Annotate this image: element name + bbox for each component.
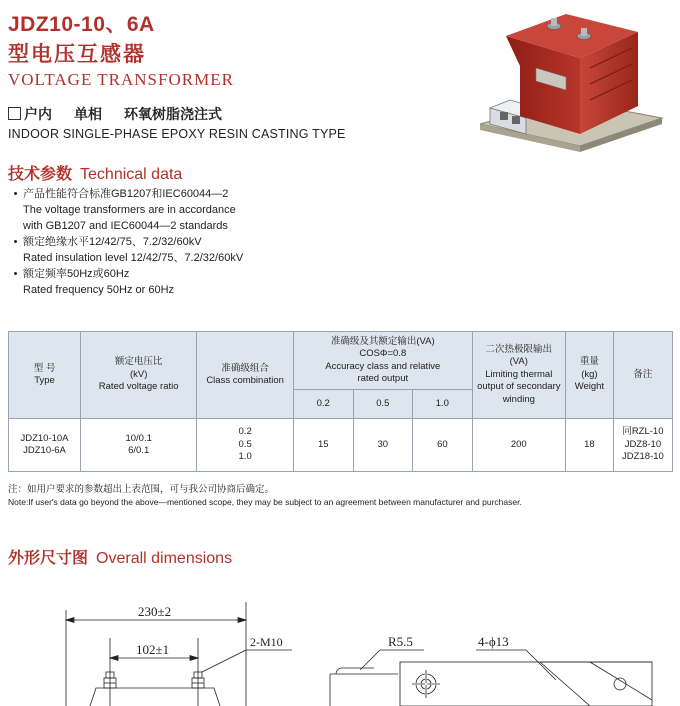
spec-line: 额定绝缘水平12/42/75、7.2/32/60kV: [23, 236, 202, 248]
header-remark: [613, 332, 672, 419]
list-item: [8, 234, 243, 250]
list-item: [8, 266, 243, 282]
technical-data-list: [8, 186, 243, 298]
header-ratio: [81, 332, 197, 419]
cell-class-1: 0.2: [238, 426, 252, 438]
header-limit-en2: output of secondary: [477, 381, 561, 393]
cell-type-1: JDZ10-10A: [20, 432, 69, 444]
subtitle-indoor: 户内: [24, 106, 52, 122]
header-ratio-unit: (kV): [129, 368, 148, 380]
header-class-en: Class combination: [206, 375, 284, 386]
cell-out-02: 15: [293, 419, 353, 472]
header-type: [9, 332, 81, 419]
table-row: [9, 419, 673, 472]
cell-limit: 200: [472, 419, 565, 472]
product-title-en: VOLTAGE TRANSFORMER: [8, 70, 234, 89]
header-weight: [565, 332, 613, 419]
header-limit: [472, 332, 565, 419]
bullet-icon: •: [13, 236, 18, 248]
dimension-drawing: [0, 580, 680, 706]
header-type-cn: 型 号: [33, 362, 56, 374]
technical-data-heading-en: Technical data: [80, 166, 183, 183]
dimensions-heading-en: Overall dimensions: [96, 550, 233, 567]
checkbox-square-icon: [8, 107, 21, 120]
header-type-en: Type: [34, 375, 55, 386]
subtitle-single-phase: 单相: [74, 106, 102, 122]
list-item: Rated frequency 50Hz or 60Hz: [23, 284, 175, 296]
cell-remark-1: 同RZL-10: [622, 426, 664, 438]
cell-remark-3: JDZ18-10: [622, 451, 664, 463]
header-weight-cn: 重量: [579, 356, 599, 368]
dim-holes-label: 102±1: [136, 642, 170, 657]
list-item: [8, 186, 243, 202]
header-ratio-cn: 额定电压比: [114, 356, 163, 368]
spec-table: [8, 331, 673, 472]
cell-ratio-2: 6/0.1: [128, 445, 150, 456]
list-item: The voltage transformers are in accordance: [23, 204, 236, 216]
table-note: [8, 483, 522, 509]
header-remark-cn: 备注: [633, 368, 653, 380]
cell-out-10: 60: [413, 419, 473, 472]
cell-ratio-1: 10/0.1: [125, 432, 152, 444]
table-header-row: [9, 332, 673, 390]
header-accuracy-en2: rated output: [357, 373, 409, 384]
subtitle-cn: [8, 104, 222, 124]
header-acc-02: 0.2: [293, 390, 353, 419]
header-class: [197, 332, 294, 419]
header-limit-unit: (VA): [509, 356, 528, 368]
list-item: with GB1207 and IEC60044—2 standards: [23, 220, 228, 232]
bullet-icon: •: [13, 268, 18, 280]
dimensions-heading-cn: 外形尺寸图: [8, 550, 89, 567]
header-accuracy-cn: 准确级及其额定输出(VA): [330, 335, 435, 347]
model-title: JDZ10-10、6A: [8, 13, 155, 36]
dim-bolt-label: 2-M10: [250, 635, 283, 649]
header-limit-en: Limiting thermal: [485, 368, 553, 380]
cell-remark-2: JDZ8-10: [624, 438, 662, 450]
note-en: Note:If user's data go beyond the above—mentioned scope, they may be subject to an agreement between manufacturer and purchaser.: [8, 497, 522, 507]
spec-line: 产品性能符合标准GB1207和IEC60044—2: [23, 188, 229, 200]
header-accuracy-cos: COSΦ=0.8: [359, 348, 407, 359]
header-acc-05: 0.5: [353, 390, 413, 419]
technical-data-heading: [8, 161, 182, 184]
dimensions-heading: [8, 545, 232, 568]
cell-remark: [613, 419, 672, 472]
cell-out-05: 30: [353, 419, 413, 472]
header-accuracy-en: Accuracy class and relative: [325, 360, 441, 372]
subtitle-en: INDOOR SINGLE-PHASE EPOXY RESIN CASTING TYPE: [8, 127, 346, 141]
dim-hole-dia-label: 4-ϕ13: [478, 634, 509, 649]
header-ratio-en: Rated voltage ratio: [98, 381, 179, 393]
header-weight-en: Weight: [574, 381, 605, 393]
list-item: Rated insulation level 12/42/75、7.2/32/60kV: [23, 252, 244, 264]
bullet-icon: •: [13, 188, 18, 200]
header-accuracy: [293, 332, 472, 390]
cell-class: [197, 419, 294, 472]
header-limit-cn: 二次热极限输出: [485, 343, 553, 355]
cell-weight: 18: [565, 419, 613, 472]
note-cn: 注：如用户要求的参数超出上表范围，可与我公司协商后确定。: [8, 484, 275, 495]
cell-class-3: 1.0: [238, 451, 252, 463]
spec-line: 额定频率50Hz或60Hz: [23, 268, 130, 280]
header-limit-en3: winding: [502, 393, 535, 405]
subtitle-epoxy: 环氧树脂浇注式: [124, 106, 222, 122]
dim-width-label: 230±2: [138, 604, 172, 619]
header-class-cn: 准确级组合: [221, 362, 269, 374]
cell-ratio: [81, 419, 197, 472]
product-title-cn: 型电压互感器: [8, 43, 146, 66]
header-weight-unit: (kg): [581, 368, 598, 380]
cell-type: [9, 419, 81, 472]
header-acc-10: 1.0: [413, 390, 473, 419]
product-photo: [462, 6, 676, 156]
technical-data-heading-cn: 技术参数: [8, 166, 73, 183]
cell-type-2: JDZ10-6A: [23, 445, 66, 456]
cell-class-2: 0.5: [238, 438, 252, 450]
dim-radius-label: R5.5: [388, 634, 413, 649]
